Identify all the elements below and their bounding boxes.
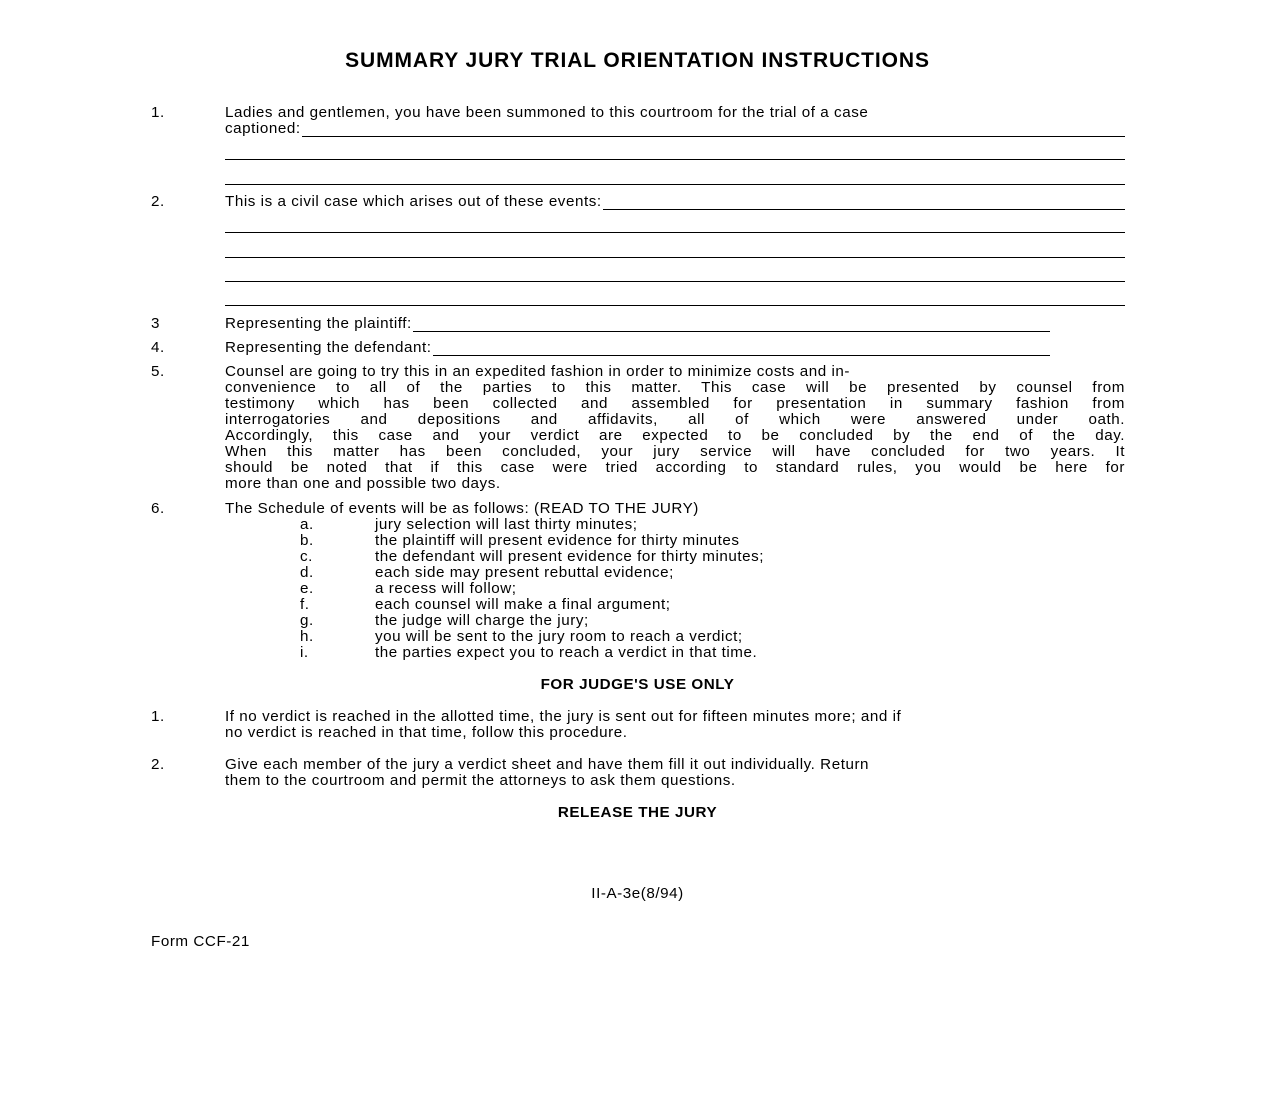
schedule-item: each side may present rebuttal evidence; [375,564,674,581]
schedule-letter: b. [300,532,314,549]
item-2-text: This is a civil case which arises out of these events: [225,193,602,210]
plaintiff-counsel-field[interactable] [225,316,1050,332]
item-3-text: Representing the plaintiff: [225,315,412,332]
item-1-caption-field[interactable] [225,121,1125,137]
schedule-letter: g. [300,612,314,629]
schedule-item: the defendant will present evidence for thirty minutes; [375,548,765,565]
events-blank-line [225,305,1125,306]
schedule-letter: e. [300,580,314,597]
item-4-number: 4. [151,339,165,356]
plaintiff-blank-line [413,318,1050,332]
form-revision-code: II-A-3e(8/94) [591,885,684,902]
judge-item-1-text: If no verdict is reached in the allotted time, the jury is sent out for fifteen minutes more; and if [225,708,902,725]
item-5-line: Counsel are going to try this in an expedited fashion in order to minimize costs and in- [225,363,850,380]
schedule-letter: i. [300,644,309,661]
item-1-number: 1. [151,104,165,121]
schedule-letter: d. [300,564,314,581]
events-blank-line [603,196,1125,210]
item-5-paragraph [225,364,1125,492]
events-blank-line [225,257,1125,258]
judge-item-2-number: 2. [151,756,165,773]
item-1-text: Ladies and gentlemen, you have been summoned to this courtroom for the trial of a case [225,104,869,121]
judge-item-2-text: Give each member of the jury a verdict sheet and have them fill it out individually. Return [225,756,870,773]
schedule-letter: f. [300,596,310,613]
form-name: Form CCF-21 [151,933,250,950]
caption-blank-line [225,184,1125,185]
defendant-counsel-field[interactable] [225,340,1050,356]
schedule-item: the plaintiff will present evidence for thirty minutes [375,532,740,549]
item-6-number: 6. [151,500,165,517]
schedule-item: a recess will follow; [375,580,517,597]
judge-item-1-number: 1. [151,708,165,725]
schedule-letter: h. [300,628,314,645]
schedule-item: jury selection will last thirty minutes; [375,516,638,533]
events-blank-line [225,281,1125,282]
schedule-item: you will be sent to the jury room to reach a verdict; [375,628,743,645]
caption-blank-line [225,159,1125,160]
judge-section-heading: FOR JUDGE'S USE ONLY [540,676,735,693]
schedule-item: the judge will charge the jury; [375,612,589,629]
page-title: SUMMARY JURY TRIAL ORIENTATION INSTRUCTIONS [345,49,930,72]
item-3-number: 3 [151,315,160,332]
caption-blank-line [302,123,1125,137]
item-5-line: should be noted that if this case were tried according to standard rules, you would be here for [225,459,1125,476]
judge-item-2-text: them to the courtroom and permit the attorneys to ask them questions. [225,772,736,789]
item-2-events-field[interactable] [225,194,1125,210]
defendant-blank-line [433,342,1050,356]
release-jury-heading: RELEASE THE JURY [557,804,718,821]
item-5-line: When this matter has been concluded, your jury service will have concluded for two years. It [225,443,1125,460]
events-blank-line [225,232,1125,233]
schedule-item: each counsel will make a final argument; [375,596,671,613]
schedule-letter: c. [300,548,313,565]
schedule-item: the parties expect you to reach a verdict in that time. [375,644,758,661]
item-4-text: Representing the defendant: [225,339,432,356]
item-6-text: The Schedule of events will be as follows: (READ TO THE JURY) [225,500,699,517]
item-5-line: interrogatories and depositions and affidavits, all of which were answered under oath. [225,411,1125,428]
item-5-number: 5. [151,363,165,380]
judge-item-1-text: no verdict is reached in that time, follow this procedure. [225,724,628,741]
item-2-number: 2. [151,193,165,210]
schedule-letter: a. [300,516,314,533]
item-5-line: testimony which has been collected and assembled for presentation in summary fashion from [225,395,1125,412]
item-5-line: Accordingly, this case and your verdict are expected to be concluded by the end of the day. [225,427,1125,444]
item-1-caption-label: captioned: [225,120,301,137]
item-5-line: convenience to all of the parties to this matter. This case will be presented by counsel from [225,379,1125,396]
item-5-line: more than one and possible two days. [225,475,501,492]
